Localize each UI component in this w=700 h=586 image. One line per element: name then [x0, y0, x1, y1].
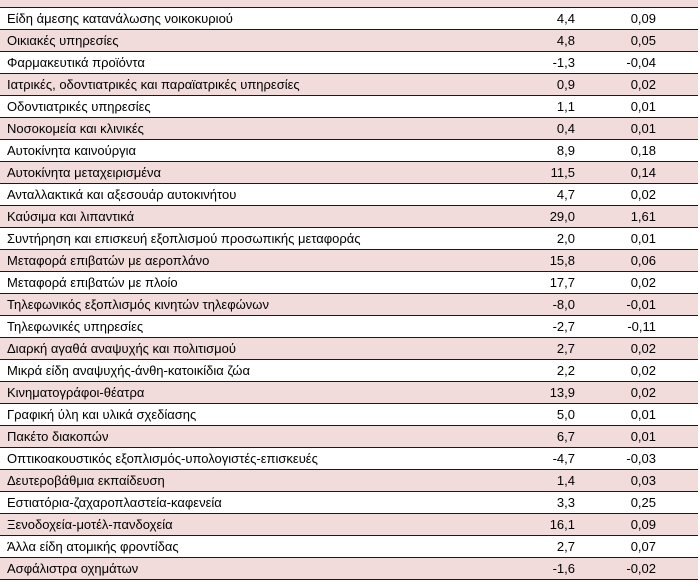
- change-percent-value: -2,7: [552, 319, 575, 334]
- contribution-value: 0,06: [630, 253, 656, 268]
- table-row: [0, 316, 698, 338]
- change-percent-value: 16,1: [549, 517, 575, 532]
- row-label: Φαρμακευτικά προϊόντα: [7, 55, 145, 70]
- change-percent-value: 1,1: [556, 99, 575, 114]
- change-percent-value: 3,3: [556, 495, 575, 510]
- contribution-value: -0,03: [626, 451, 656, 466]
- table-row: [0, 184, 698, 206]
- contribution-value: 0,01: [630, 99, 656, 114]
- table-row: [0, 52, 698, 74]
- contribution-value: 0,09: [630, 11, 656, 26]
- row-label: Μικρά είδη αναψυχής-άνθη-κατοικίδια ζώα: [7, 363, 250, 378]
- change-percent-value: 2,7: [556, 341, 575, 356]
- table-row: [0, 118, 698, 140]
- row-label: Διαρκή αγαθά αναψυχής και πολιτισμού: [7, 341, 236, 356]
- contribution-value: 0,14: [630, 165, 656, 180]
- contribution-value: 1,61: [630, 209, 656, 224]
- row-label: Οδοντιατρικές υπηρεσίες: [7, 99, 151, 114]
- table-row: [0, 272, 698, 294]
- change-percent-value: 13,9: [549, 385, 575, 400]
- change-percent-value: 29,0: [549, 209, 575, 224]
- table-row: [0, 206, 698, 228]
- table-row: [0, 448, 698, 470]
- contribution-value: [575, 0, 698, 7]
- row-label: Αυτοκίνητα καινούργια: [7, 143, 137, 158]
- contribution-value: -0,11: [627, 319, 656, 334]
- contribution-value: 0,05: [630, 33, 656, 48]
- row-label: Τηλεφωνικός εξοπλισμός κινητών τηλεφώνων: [7, 297, 269, 312]
- table-row: [0, 536, 698, 558]
- row-label: Εστιατόρια-ζαχαροπλαστεία-καφενεία: [7, 495, 222, 510]
- change-percent-value: 0,9: [556, 77, 575, 92]
- contribution-value: 0,02: [630, 77, 656, 92]
- row-label: Κινηματογράφοι-θέατρα: [7, 385, 145, 400]
- table-row: [0, 404, 698, 426]
- table-row: [0, 338, 698, 360]
- row-label: Οικιακές υπηρεσίες: [7, 33, 119, 48]
- row-label: Καύσιμα και λιπαντικά: [7, 209, 135, 224]
- table-row: [0, 162, 698, 184]
- change-percent-value: -1,3: [552, 55, 575, 70]
- change-percent-value: -8,0: [552, 297, 575, 312]
- contribution-value: 0,02: [630, 341, 656, 356]
- table-row: [0, 250, 698, 272]
- contribution-value: 0,01: [630, 429, 656, 444]
- contribution-value: 0,03: [630, 473, 656, 488]
- row-label: Τηλεφωνικές υπηρεσίες: [7, 319, 144, 334]
- table-row: [0, 558, 698, 580]
- contribution-value: 0,01: [630, 407, 656, 422]
- change-percent-value: 4,4: [556, 11, 575, 26]
- table-row: [0, 8, 698, 30]
- row-label: Ιατρικές, οδοντιατρικές και παραϊατρικές υπηρεσίες: [7, 77, 300, 92]
- contribution-value: 0,02: [630, 275, 656, 290]
- table-row: [0, 96, 698, 118]
- table-row: [0, 228, 698, 250]
- row-label: Συντήρηση και επισκευή εξοπλισμού προσωπικής μεταφοράς: [7, 231, 361, 246]
- contribution-value: -0,04: [626, 55, 656, 70]
- contribution-value: -0,01: [626, 297, 656, 312]
- table-row: [0, 294, 698, 316]
- change-percent-value: 6,7: [556, 429, 575, 444]
- change-percent-value: 17,7: [549, 275, 575, 290]
- change-percent-value: 11,5: [550, 165, 575, 180]
- row-label: [0, 0, 380, 7]
- row-label: Είδη άμεσης κατανάλωσης νοικοκυριού: [7, 11, 233, 26]
- table-row: [0, 140, 698, 162]
- table-row: [0, 360, 698, 382]
- table-row: [0, 30, 698, 52]
- table-row: [0, 382, 698, 404]
- change-percent-value: 5,0: [556, 407, 575, 422]
- contribution-value: 0,18: [630, 143, 656, 158]
- contribution-value: 0,01: [630, 121, 656, 136]
- table-row: [0, 426, 698, 448]
- change-percent-value: 4,7: [556, 187, 575, 202]
- contribution-value: 0,07: [630, 539, 656, 554]
- change-percent-value: 1,4: [556, 473, 575, 488]
- contribution-value: 0,09: [630, 517, 656, 532]
- row-label: Άλλα είδη ατομικής φροντίδας: [7, 539, 179, 554]
- change-percent-value: -4,7: [552, 451, 575, 466]
- row-label: Μεταφορά επιβατών με αεροπλάνο: [7, 253, 210, 268]
- row-label: Μεταφορά επιβατών με πλοίο: [7, 275, 178, 290]
- row-label: Αυτοκίνητα μεταχειρισμένα: [7, 165, 162, 180]
- change-percent-value: -1,6: [552, 561, 575, 576]
- row-label: Γραφική ύλη και υλικά σχεδίασης: [7, 407, 197, 422]
- table-row: [0, 0, 698, 8]
- row-label: Νοσοκομεία και κλινικές: [7, 121, 144, 136]
- change-percent-value: 2,2: [556, 363, 575, 378]
- table-row: [0, 74, 698, 96]
- row-label: Δευτεροβάθμια εκπαίδευση: [7, 473, 165, 488]
- row-label: Ξενοδοχεία-μοτέλ-πανδοχεία: [7, 517, 173, 532]
- change-percent-value: 15,8: [549, 253, 575, 268]
- contribution-value: 0,02: [630, 363, 656, 378]
- contribution-value: 0,02: [630, 187, 656, 202]
- table-row: [0, 514, 698, 536]
- table-row: [0, 470, 698, 492]
- change-percent-value: 2,7: [556, 539, 575, 554]
- change-percent-value: 0,4: [556, 121, 575, 136]
- table-row: [0, 492, 698, 514]
- row-label: Ασφάλιστρα οχημάτων: [7, 561, 139, 576]
- change-percent-value: 2,0: [556, 231, 575, 246]
- row-label: Πακέτο διακοπών: [7, 429, 109, 444]
- change-percent-value: 4,8: [556, 33, 575, 48]
- change-percent-value: [380, 0, 575, 7]
- row-label: Ανταλλακτικά και αξεσουάρ αυτοκινήτου: [7, 187, 237, 202]
- change-percent-value: 8,9: [556, 143, 575, 158]
- contribution-value: 0,25: [630, 495, 656, 510]
- contribution-value: 0,01: [630, 231, 656, 246]
- contribution-value: -0,02: [626, 561, 656, 576]
- row-label: Οπτικοακουστικός εξοπλισμός-υπολογιστές-επισκευές: [7, 451, 318, 466]
- contribution-value: 0,02: [630, 385, 656, 400]
